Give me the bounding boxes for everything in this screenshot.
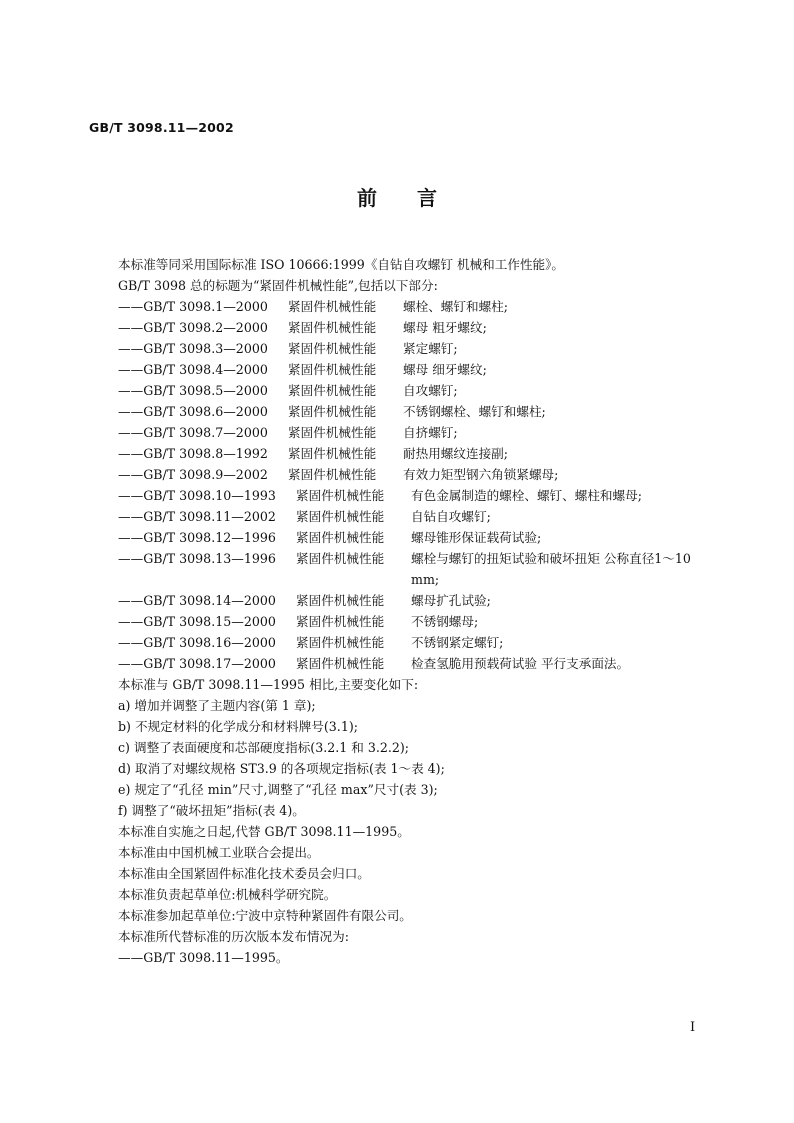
closing-paragraph: ——GB/T 3098.11—1995。 — [118, 950, 289, 965]
page-number: I — [690, 1020, 696, 1035]
part-list-item — [118, 380, 718, 401]
changes-intro: 本标准与 GB/T 3098.11—1995 相比,主要变化如下: — [118, 677, 419, 692]
part-code: ——GB/T 3098.8—1992 — [118, 446, 268, 461]
part-title: 螺栓与螺钉的扭矩试验和破坏扭矩 公称直径1～10 mm; — [411, 551, 691, 587]
part-code: ——GB/T 3098.5—2000 — [118, 383, 268, 398]
part-name: 紧固件机械性能 — [296, 509, 385, 524]
part-title: 有效力矩型钢六角锁紧螺母; — [403, 467, 559, 482]
page-title-right: 言 — [417, 186, 437, 210]
part-code: ——GB/T 3098.11—2002 — [118, 509, 276, 524]
part-code: ——GB/T 3098.14—2000 — [118, 593, 276, 608]
part-name: 紧固件机械性能 — [296, 551, 385, 566]
part-title: 自挤螺钉; — [403, 425, 458, 440]
standard-code-header: GB/T 3098.11—2002 — [89, 120, 234, 135]
part-list-item — [118, 653, 718, 674]
change-item: c) 调整了表面硬度和芯部硬度指标(3.2.1 和 3.2.2); — [118, 740, 410, 755]
change-item: b) 不规定材料的化学成分和材料牌号(3.1); — [118, 719, 358, 734]
part-list-item — [118, 590, 718, 611]
part-title: 螺栓、螺钉和螺柱; — [403, 299, 508, 314]
part-name: 紧固件机械性能 — [296, 614, 385, 629]
change-item: d) 取消了对螺纹规格 ST3.9 的各项规定指标(表 1～表 4); — [118, 761, 445, 776]
page-title — [0, 182, 794, 211]
part-list-item — [118, 485, 718, 506]
part-title: 耐热用螺纹连接副; — [403, 446, 508, 461]
part-title: 不锈钢紧定螺钉; — [411, 635, 504, 650]
part-name: 紧固件机械性能 — [296, 656, 385, 671]
part-name: 紧固件机械性能 — [296, 593, 385, 608]
part-title: 自攻螺钉; — [403, 383, 458, 398]
part-title: 螺母 粗牙螺纹; — [403, 320, 487, 335]
closing-paragraph: 本标准自实施之日起,代替 GB/T 3098.11—1995。 — [118, 824, 410, 839]
part-code: ——GB/T 3098.7—2000 — [118, 425, 268, 440]
part-name: 紧固件机械性能 — [296, 488, 385, 503]
part-name: 紧固件机械性能 — [288, 320, 377, 335]
part-title: 不锈钢螺母; — [411, 614, 479, 629]
change-item: f) 调整了“破坏扭矩”指标(表 4)。 — [118, 803, 305, 818]
part-list-item — [118, 611, 718, 632]
part-name: 紧固件机械性能 — [288, 446, 377, 461]
part-list-item — [118, 422, 718, 443]
change-item: e) 规定了“孔径 min”尺寸,调整了“孔径 max”尺寸(表 3); — [118, 782, 438, 797]
part-code: ——GB/T 3098.15—2000 — [118, 614, 276, 629]
part-code: ——GB/T 3098.1—2000 — [118, 299, 268, 314]
part-list-item — [118, 338, 718, 359]
part-title: 检查氢脆用预载荷试验 平行支承面法。 — [411, 656, 630, 671]
closing-paragraph: 本标准由全国紧固件标准化技术委员会归口。 — [118, 866, 370, 881]
part-title: 螺母扩孔试验; — [411, 593, 491, 608]
part-code: ——GB/T 3098.12—1996 — [118, 530, 276, 545]
part-code: ——GB/T 3098.10—1993 — [118, 488, 276, 503]
part-list-item — [118, 317, 718, 338]
foreword-body — [118, 254, 718, 968]
intro-paragraph: 本标准等同采用国际标准 ISO 10666:1999《自钻自攻螺钉 机械和工作性能》。 — [118, 257, 565, 272]
change-item: a) 增加并调整了主题内容(第 1 章); — [118, 698, 316, 713]
part-code: ——GB/T 3098.17—2000 — [118, 656, 276, 671]
part-list-item — [118, 506, 718, 527]
part-title: 不锈钢螺栓、螺钉和螺柱; — [403, 404, 546, 419]
part-list-item — [118, 296, 718, 317]
closing-paragraph: 本标准所代替标准的历次版本发布情况为: — [118, 929, 349, 944]
part-list-item — [118, 632, 718, 653]
part-name: 紧固件机械性能 — [288, 341, 377, 356]
part-name: 紧固件机械性能 — [288, 383, 377, 398]
part-name: 紧固件机械性能 — [288, 404, 377, 419]
part-name: 紧固件机械性能 — [288, 425, 377, 440]
part-list-item — [118, 401, 718, 422]
part-name: 紧固件机械性能 — [288, 362, 377, 377]
part-title: 螺母锥形保证载荷试验; — [411, 530, 542, 545]
part-name: 紧固件机械性能 — [296, 635, 385, 650]
page-title-left: 前 — [357, 186, 377, 210]
closing-paragraph: 本标准负责起草单位:机械科学研究院。 — [118, 887, 337, 902]
part-code: ——GB/T 3098.3—2000 — [118, 341, 268, 356]
closing-paragraph: 本标准参加起草单位:宁波中京特种紧固件有限公司。 — [118, 908, 412, 923]
part-title: 有色金属制造的螺栓、螺钉、螺柱和螺母; — [411, 488, 642, 503]
part-name: 紧固件机械性能 — [296, 530, 385, 545]
part-code: ——GB/T 3098.16—2000 — [118, 635, 276, 650]
part-name: 紧固件机械性能 — [288, 299, 377, 314]
intro-paragraph: GB/T 3098 总的标题为“紧固件机械性能”,包括以下部分: — [118, 278, 438, 293]
part-code: ——GB/T 3098.13—1996 — [118, 551, 276, 566]
part-title: 自钻自攻螺钉; — [411, 509, 491, 524]
part-name: 紧固件机械性能 — [288, 467, 377, 482]
part-list-item — [118, 527, 718, 548]
part-list-item — [118, 548, 718, 590]
part-list-item — [118, 464, 718, 485]
part-code: ——GB/T 3098.2—2000 — [118, 320, 268, 335]
part-list-item — [118, 359, 718, 380]
part-code: ——GB/T 3098.6—2000 — [118, 404, 268, 419]
part-list-item — [118, 443, 718, 464]
part-title: 螺母 细牙螺纹; — [403, 362, 487, 377]
part-code: ——GB/T 3098.4—2000 — [118, 362, 268, 377]
closing-paragraph: 本标准由中国机械工业联合会提出。 — [118, 845, 320, 860]
part-title: 紧定螺钉; — [403, 341, 458, 356]
part-code: ——GB/T 3098.9—2002 — [118, 467, 268, 482]
